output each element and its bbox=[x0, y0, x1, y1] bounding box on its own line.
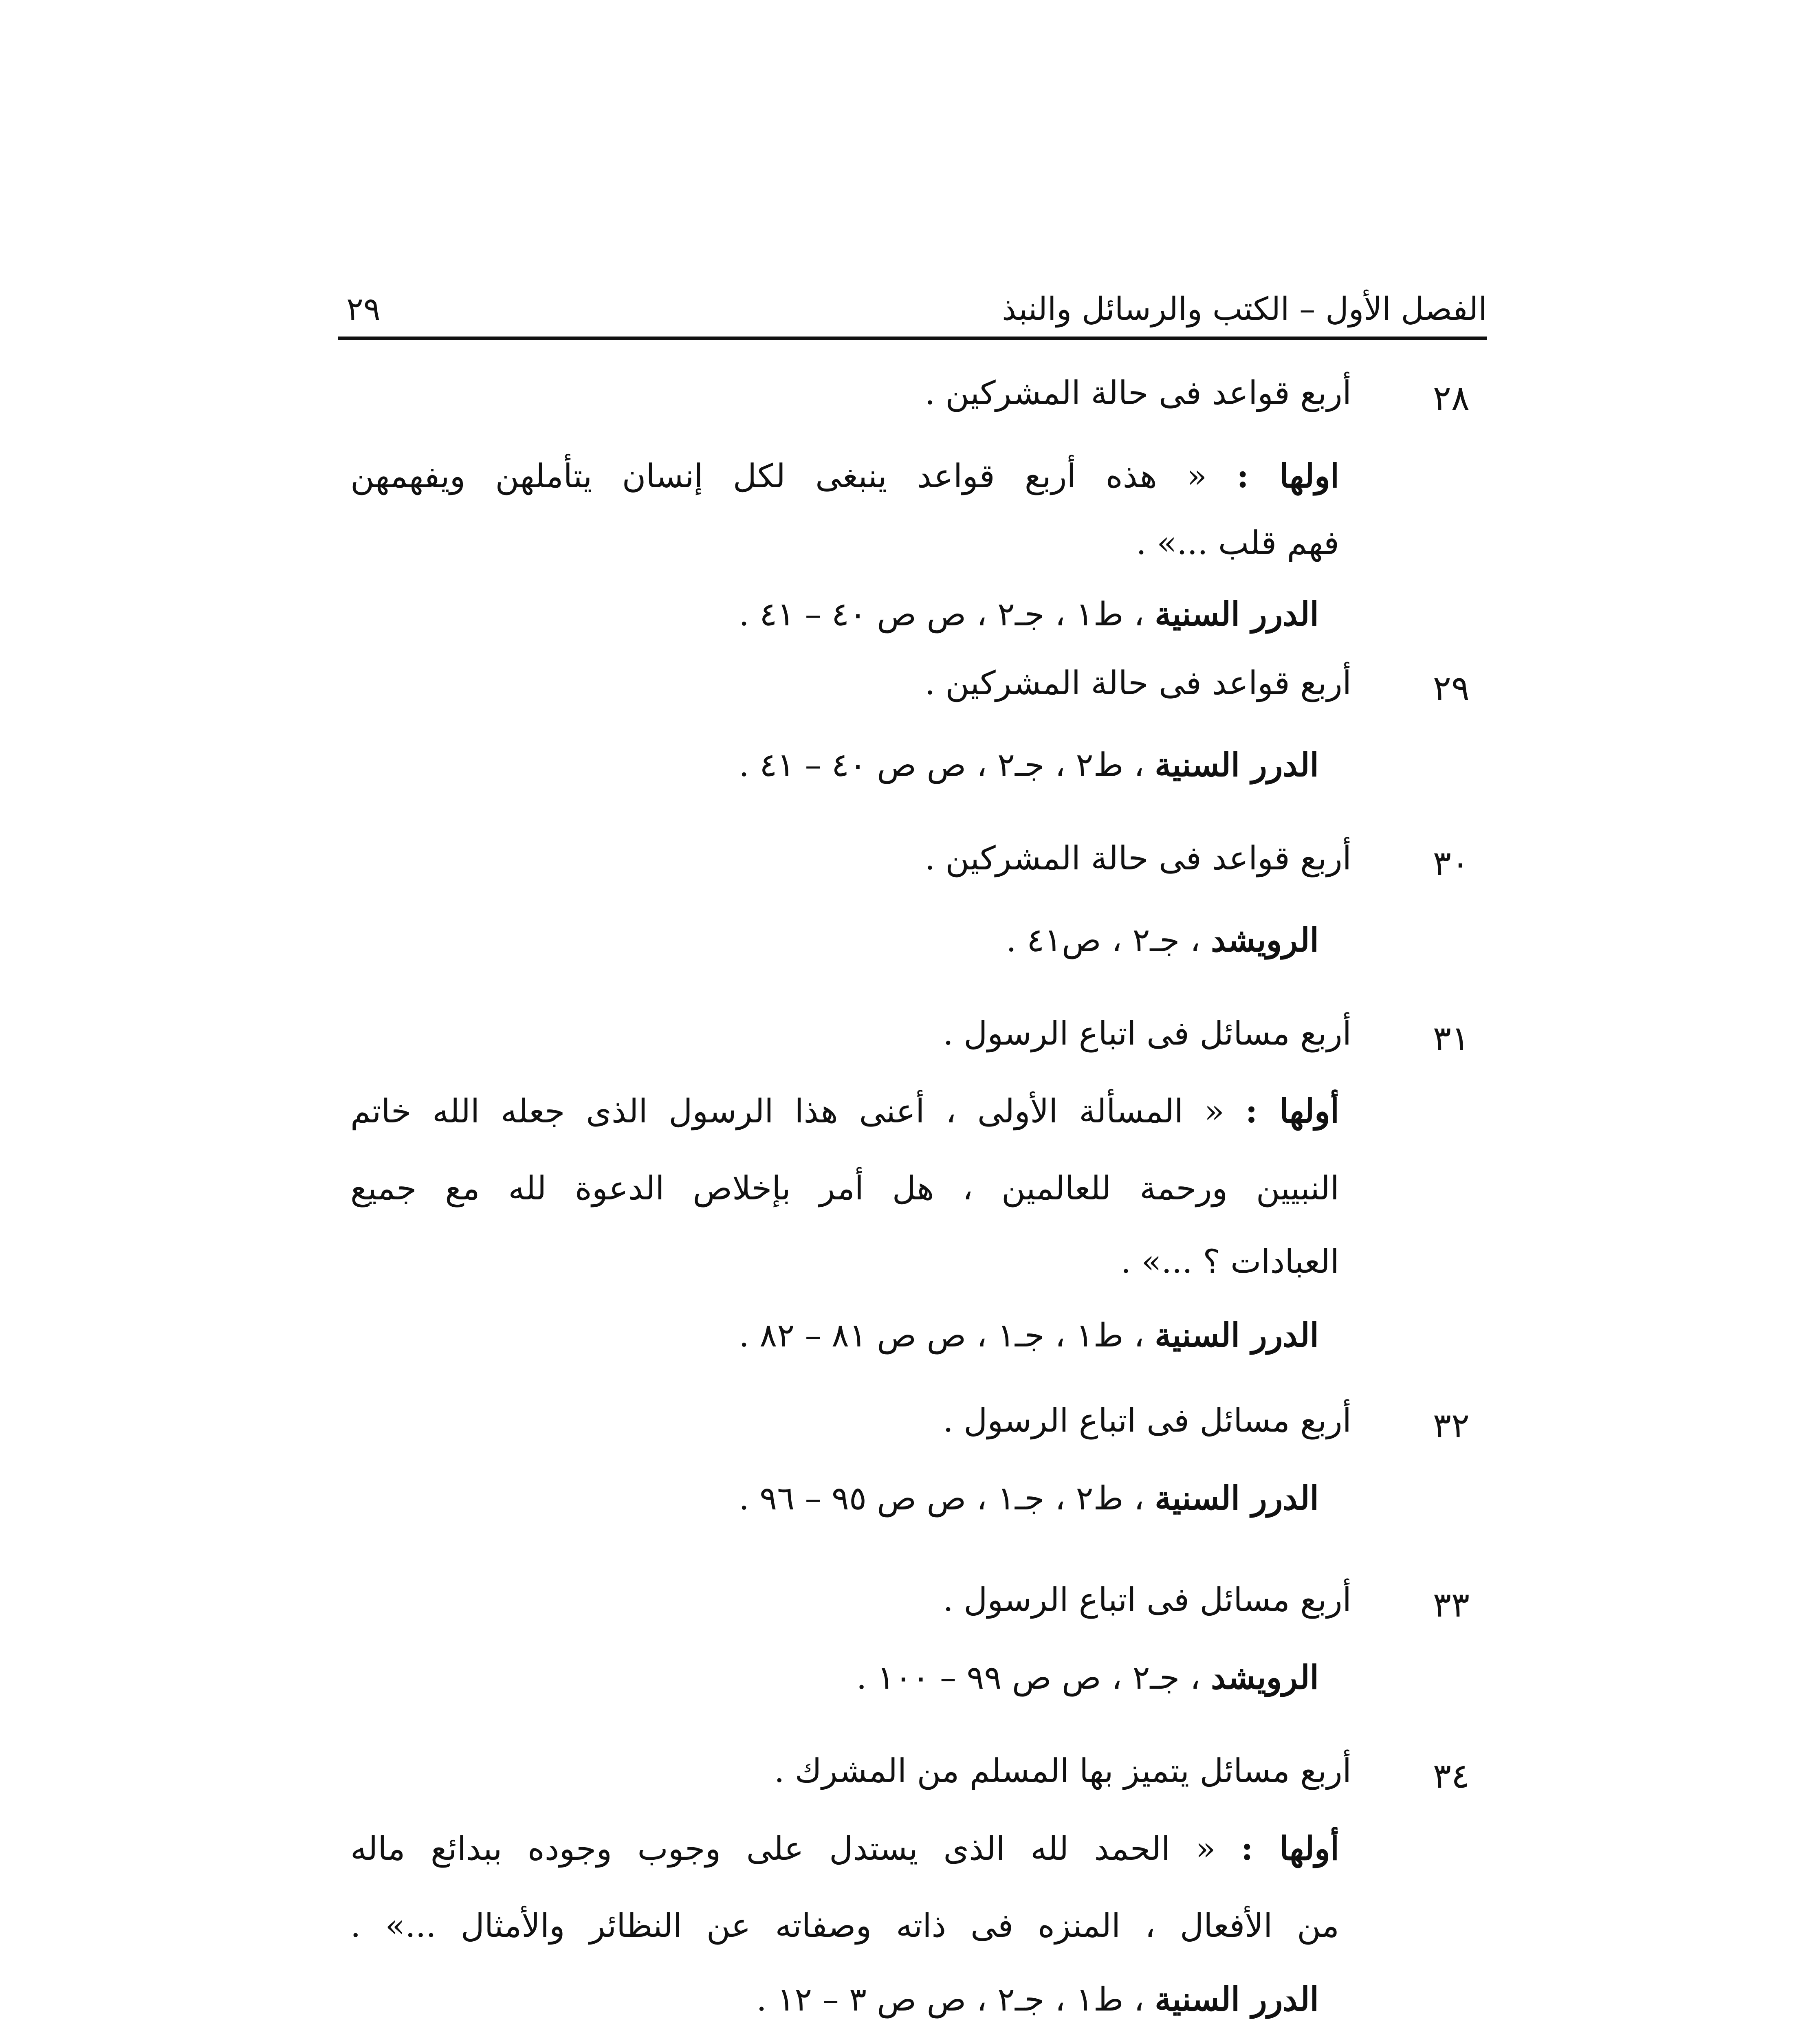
opening-text: « الحمد لله الذى يستدل على وجوب وجوده ببدائع ماله bbox=[350, 1830, 1216, 1868]
entry-title: أربع قواعد فى حالة المشركين . bbox=[924, 839, 1351, 877]
running-header bbox=[338, 265, 1487, 334]
source-name: الرويشد bbox=[1211, 1658, 1319, 1696]
entry-number: ٣١ bbox=[1433, 1018, 1470, 1058]
entry-title: أربع مسائل يتميز بها المسلم من المشرك . bbox=[774, 1752, 1351, 1790]
opening-line bbox=[350, 1829, 1340, 1868]
entry-number: ٣٠ bbox=[1433, 843, 1470, 883]
entry-number: ٢٩ bbox=[1433, 668, 1470, 708]
source-line bbox=[739, 1479, 1319, 1517]
source-citation: ، ط٢ ، جـ٢ ، ص ص ٤٠ – ٤١ . bbox=[739, 746, 1144, 784]
source-citation: ، ط١ ، جـ٢ ، ص ص ٣ – ١٢ . bbox=[756, 1980, 1144, 2018]
opening-line bbox=[350, 457, 1339, 495]
source-line bbox=[856, 1658, 1319, 1696]
entry-title: أربع مسائل فى اتباع الرسول . bbox=[943, 1401, 1351, 1439]
source-line bbox=[739, 595, 1319, 633]
opening-label: أولها : bbox=[1241, 1829, 1340, 1868]
entry-title: أربع قواعد فى حالة المشركين . bbox=[924, 664, 1351, 702]
opening-text: « هذه أربع قواعد ينبغى لكل إنسان يتأملهن ويفهمهن bbox=[350, 457, 1207, 495]
chapter-title: الفصل الأول – الكتب والرسائل والنبذ bbox=[1002, 291, 1487, 328]
entry-title: أربع مسائل فى اتباع الرسول . bbox=[943, 1581, 1351, 1619]
source-name: الدرر السنية bbox=[1155, 1479, 1319, 1517]
source-name: الرويشد bbox=[1211, 921, 1319, 959]
opening-text: « المسألة الأولى ، أعنى هذا الرسول الذى جعله الله خاتم bbox=[350, 1092, 1224, 1130]
entry-number: ٣٣ bbox=[1433, 1585, 1470, 1625]
source-line bbox=[739, 1316, 1319, 1354]
header-rule bbox=[338, 337, 1487, 340]
entry-number: ٢٨ bbox=[1433, 378, 1470, 418]
source-line bbox=[756, 1980, 1319, 2018]
opening-label: أولها : bbox=[1245, 1092, 1339, 1130]
page-number: ٢٩ bbox=[346, 291, 381, 328]
entry-number: ٣٢ bbox=[1433, 1406, 1470, 1445]
opening-label: اولها : bbox=[1237, 457, 1339, 495]
source-citation: ، ط١ ، جـ٢ ، ص ص ٤٠ – ٤١ . bbox=[739, 595, 1144, 633]
source-name: الدرر السنية bbox=[1155, 746, 1319, 784]
opening-line bbox=[350, 1092, 1339, 1130]
source-line bbox=[1006, 921, 1319, 959]
source-citation: ، جـ٢ ، ص ص ٩٩ – ١٠٠ . bbox=[856, 1659, 1201, 1696]
source-citation: ، ط٢ ، جـ١ ، ص ص ٩٥ – ٩٦ . bbox=[739, 1479, 1144, 1517]
entry-title: أربع مسائل فى اتباع الرسول . bbox=[943, 1014, 1351, 1052]
entry-title: أربع قواعد فى حالة المشركين . bbox=[924, 374, 1351, 412]
opening-line: النبيين ورحمة للعالمين ، هل أمر بإخلاص الدعوة لله مع جميع bbox=[350, 1169, 1339, 1207]
source-name: الدرر السنية bbox=[1155, 595, 1319, 633]
source-name: الدرر السنية bbox=[1155, 1316, 1319, 1354]
source-line bbox=[739, 746, 1319, 784]
opening-line: فهم قلب ...» . bbox=[1136, 524, 1339, 562]
opening-line: العبادات ؟ ...» . bbox=[1120, 1243, 1339, 1280]
source-name: الدرر السنية bbox=[1155, 1980, 1319, 2018]
source-citation: ، جـ٢ ، ص٤١ . bbox=[1006, 921, 1201, 959]
opening-line: من الأفعال ، المنزه فى ذاته وصفاته عن النظائر والأمثال ...» . bbox=[350, 1907, 1339, 1945]
entry-number: ٣٤ bbox=[1433, 1756, 1470, 1796]
source-citation: ، ط١ ، جـ١ ، ص ص ٨١ – ٨٢ . bbox=[739, 1316, 1144, 1354]
